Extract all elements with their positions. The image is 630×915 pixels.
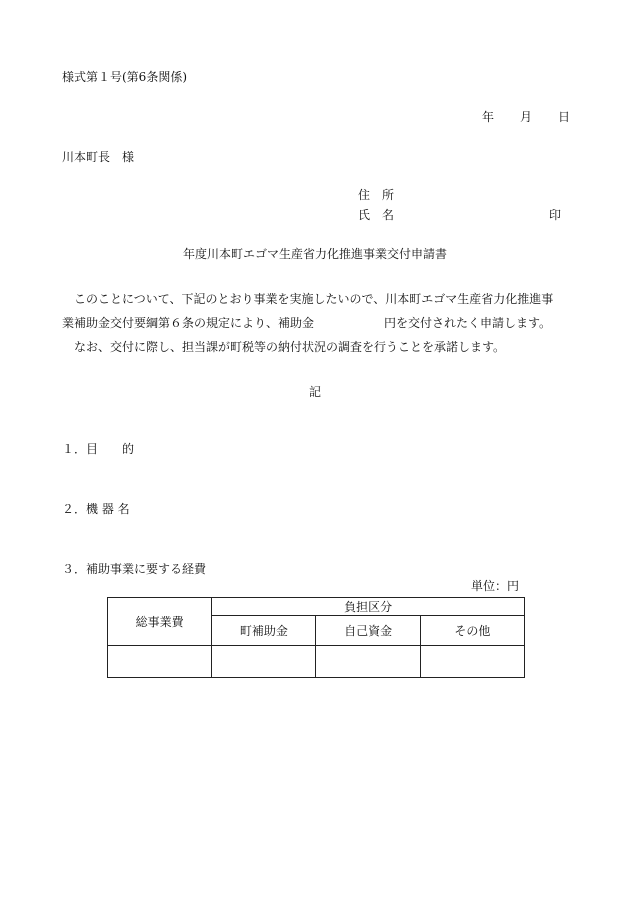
total-cost-header: 総事業費 <box>108 598 212 646</box>
share-header: 負担区分 <box>212 598 525 616</box>
body-paragraph-2-after: 円を交付されたく申請します。 <box>384 316 552 330</box>
name-label: 氏 名 <box>358 208 395 222</box>
body-paragraph-2-before: 業補助金交付要綱第６条の規定により、補助金 <box>62 316 315 330</box>
seal-mark: 印 <box>549 208 562 222</box>
own-funds-header: 自己資金 <box>316 616 420 646</box>
item-purpose: １．目 的 <box>62 442 135 456</box>
item-equipment-name: ２．機 器 名 <box>62 502 130 516</box>
document-title: 年度川本町エゴマ生産省力化推進事業交付申請書 <box>182 247 447 261</box>
table-row <box>108 646 525 678</box>
date-month-label: 月 <box>519 110 532 124</box>
address-label: 住 所 <box>358 188 395 202</box>
form-number: 様式第１号(第6条関係) <box>62 70 187 84</box>
ki-heading: 記 <box>308 385 321 399</box>
other-cell[interactable] <box>420 646 524 678</box>
date-year-label: 年 <box>481 110 494 124</box>
table-header-row <box>108 598 525 616</box>
date-line <box>482 110 570 124</box>
recipient: 川本町長 様 <box>62 150 135 164</box>
date-day-label: 日 <box>557 110 570 124</box>
body-paragraph-1: このことについて、下記のとおり事業を実施したいので、川本町エゴマ生産省力化推進事 <box>62 292 554 306</box>
unit-label: 単位：円 <box>470 579 519 593</box>
own-funds-cell[interactable] <box>316 646 420 678</box>
item-expenses: ３．補助事業に要する経費 <box>62 562 207 576</box>
expense-table <box>107 597 525 678</box>
total-cost-cell[interactable] <box>108 646 212 678</box>
town-subsidy-header: 町補助金 <box>212 616 316 646</box>
town-subsidy-cell[interactable] <box>212 646 316 678</box>
body-paragraph-3: なお、交付に際し、担当課が町税等の納付状況の調査を行うことを承諾します。 <box>62 340 506 354</box>
body-paragraph-2 <box>62 316 551 330</box>
other-header: その他 <box>420 616 524 646</box>
